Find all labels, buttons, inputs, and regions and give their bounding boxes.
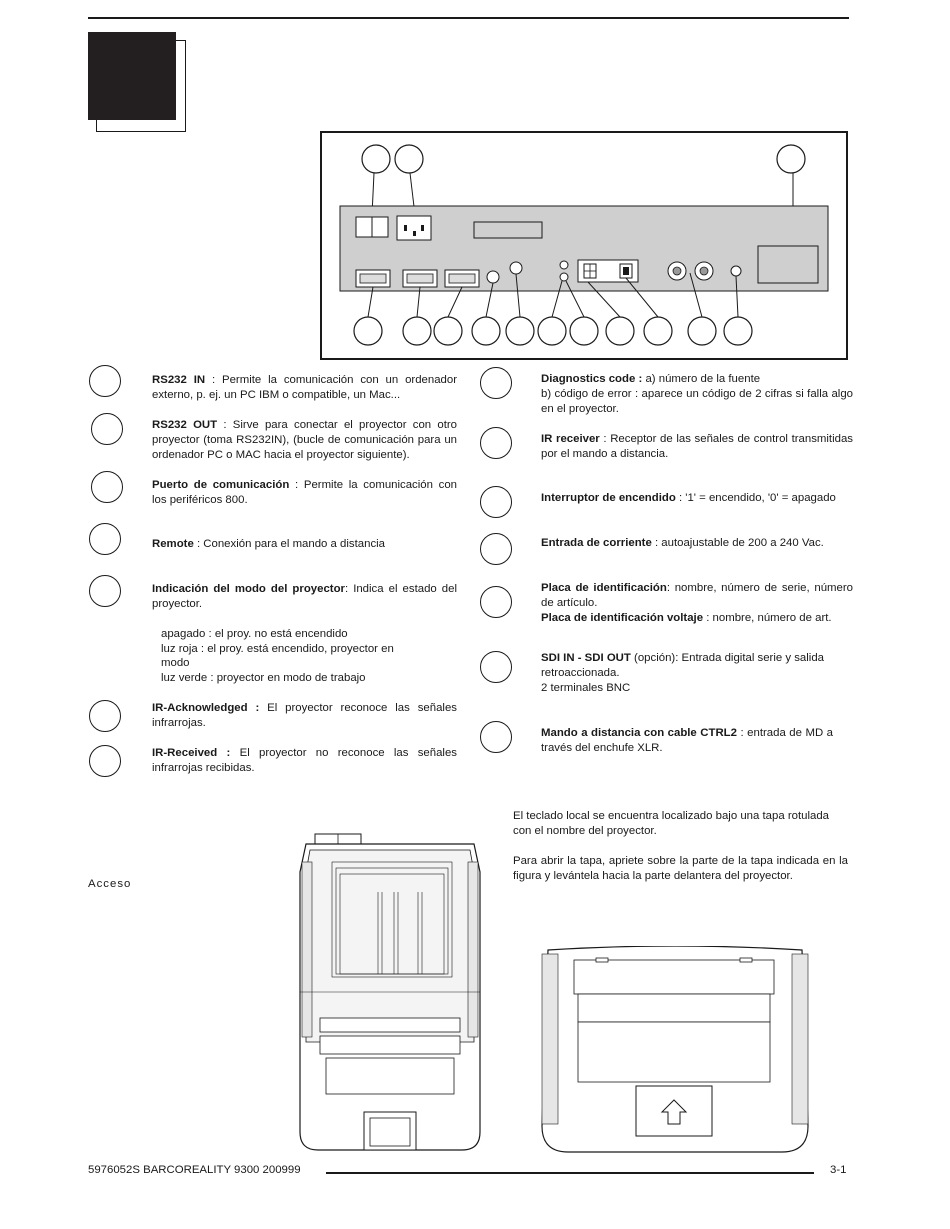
footer-rule xyxy=(326,1172,814,1174)
legend-text: (opción): Entrada digital serie y salida retroaccionada. xyxy=(541,652,824,679)
legend-term: Interruptor de encendido xyxy=(541,492,676,504)
connector-panel-figure xyxy=(320,131,848,360)
chapter-tab-block xyxy=(88,32,176,120)
legend-term: Puerto de comunicación xyxy=(152,479,290,491)
legend-text: Indica el estado del proyector. xyxy=(152,583,457,610)
legend-term: IR-Acknowledged : xyxy=(152,702,260,714)
legend-term: IR-Received : xyxy=(152,747,231,759)
legend-callout-circle xyxy=(480,721,512,753)
legend-item-power-input xyxy=(541,536,853,551)
legend-item-id-plate xyxy=(541,581,853,626)
legend-callout-circle xyxy=(89,745,121,777)
legend-sep: : xyxy=(344,583,354,595)
legend-sep xyxy=(259,702,267,714)
legend-callout-circle xyxy=(89,700,121,732)
legend-item-rs232-in xyxy=(152,373,457,403)
legend-term: SDI IN - SDI OUT xyxy=(541,652,631,664)
mode-line: modo xyxy=(161,657,190,669)
footer-page-number: 3-1 xyxy=(830,1164,847,1176)
legend-text: autoajustable de 200 a 240 Vac. xyxy=(661,537,824,549)
legend-text: Permite la comunicación con un ordenador externo, p. ej. un PC IBM o compatible, un Mac... xyxy=(152,374,458,401)
legend-callout-circle xyxy=(480,651,512,683)
legend-sep: : xyxy=(289,479,304,491)
legend-extra: b) código de error : aparece un código de 2 cifras si falla algo en el proyector. xyxy=(541,388,853,415)
legend-callout-circle xyxy=(480,586,512,618)
legend-item-remote xyxy=(152,537,457,552)
legend-callout-circle xyxy=(480,533,512,565)
legend-term: Indicación del modo del proyector xyxy=(152,583,345,595)
legend-sep: : xyxy=(217,419,233,431)
legend-callout-circle xyxy=(480,486,512,518)
legend-sep: : xyxy=(675,492,686,504)
legend-text: nombre, número de serie, número de artículo. xyxy=(541,582,853,609)
legend-term: RS232 IN xyxy=(152,374,206,386)
legend-item-mode-indication xyxy=(152,582,457,612)
projector-keypad-cover-figure xyxy=(538,946,812,1156)
legend-term: Entrada de corriente xyxy=(541,537,652,549)
legend-item-ir-acknowledged xyxy=(152,701,457,731)
legend-text: El proyector reconoce las señales infrarrojas. xyxy=(152,702,457,729)
keypad-side-label: Acceso xyxy=(88,878,132,890)
keypad-paragraph-1: El teclado local se encuentra localizado bajo una tapa rotulada con el nombre del proyector. xyxy=(513,810,829,837)
projector-top-view-figure xyxy=(298,832,482,1154)
legend-callout-circle xyxy=(480,367,512,399)
legend-item-ir-received xyxy=(152,746,457,776)
legend-sep xyxy=(230,747,239,759)
legend-callout-circle xyxy=(91,413,123,445)
legend-term: RS232 OUT xyxy=(152,419,218,431)
legend-term: IR receiver xyxy=(541,433,600,445)
legend-item-diagnostics-code xyxy=(541,372,853,417)
legend-item-ir-receiver xyxy=(541,432,853,462)
legend-term: Diagnostics code : xyxy=(541,373,643,385)
legend-callout-circle xyxy=(480,427,512,459)
keypad-paragraph-2: Para abrir la tapa, apriete sobre la parte de la tapa indicada en la figura y levántela hacia la parte delantera del proyector. xyxy=(513,855,848,882)
legend-sep: : xyxy=(599,433,611,445)
legend-text: Permite la comunicación con los periféricos 800. xyxy=(152,479,457,506)
legend-text: '1' = encendido, '0' = apagado xyxy=(685,492,836,504)
legend-item-com-port xyxy=(152,478,457,508)
legend-text-2: : nombre, número de art. xyxy=(703,612,832,624)
legend-sep: : xyxy=(666,582,675,594)
legend-sep: : xyxy=(205,374,222,386)
legend-sep: : xyxy=(736,727,748,739)
legend-term: Mando a distancia con cable CTRL2 xyxy=(541,727,737,739)
legend-item-wired-remote xyxy=(541,726,833,756)
top-rule xyxy=(88,17,849,19)
legend-callout-circle xyxy=(89,365,121,397)
legend-text: El proyector no reconoce las señales infrarrojas recibidas. xyxy=(152,747,457,774)
legend-item-power-switch xyxy=(541,491,853,506)
legend-text: Receptor de las señales de control transmitidas por el mando a distancia. xyxy=(541,433,853,460)
mode-line: luz verde : proyector en modo de trabajo xyxy=(161,672,366,684)
legend-sep: : xyxy=(651,537,662,549)
mode-line: apagado : el proy. no está encendido xyxy=(161,628,348,640)
footer-doc-id: 5976052S BARCOREALITY 9300 200999 xyxy=(88,1164,301,1176)
legend-callout-circle xyxy=(89,523,121,555)
legend-callout-circle xyxy=(91,471,123,503)
legend-item-rs232-out xyxy=(152,418,457,463)
legend-text: a) número de la fuente xyxy=(645,373,761,385)
legend-extra: 2 terminales BNC xyxy=(541,682,631,694)
connector-panel-drawing xyxy=(322,133,846,358)
legend-sep: : xyxy=(193,538,204,550)
mode-line: luz roja : el proy. está encendido, proyector en xyxy=(161,643,394,655)
legend-term: Placa de identificación xyxy=(541,582,667,594)
legend-item-sdi xyxy=(541,651,831,696)
legend-term-2: Placa de identificación voltaje xyxy=(541,612,704,624)
legend-text: entrada de MD a través del enchufe XLR. xyxy=(541,727,833,754)
legend-callout-circle xyxy=(89,575,121,607)
legend-text: Sirve para conectar el proyector con otro proyector (toma RS232IN), (bucle de comunicación para un ordenador PC o MAC hacia el proyector siguiente). xyxy=(152,419,458,461)
legend-text: Conexión para el mando a distancia xyxy=(203,538,386,550)
legend-term: Remote xyxy=(152,538,194,550)
